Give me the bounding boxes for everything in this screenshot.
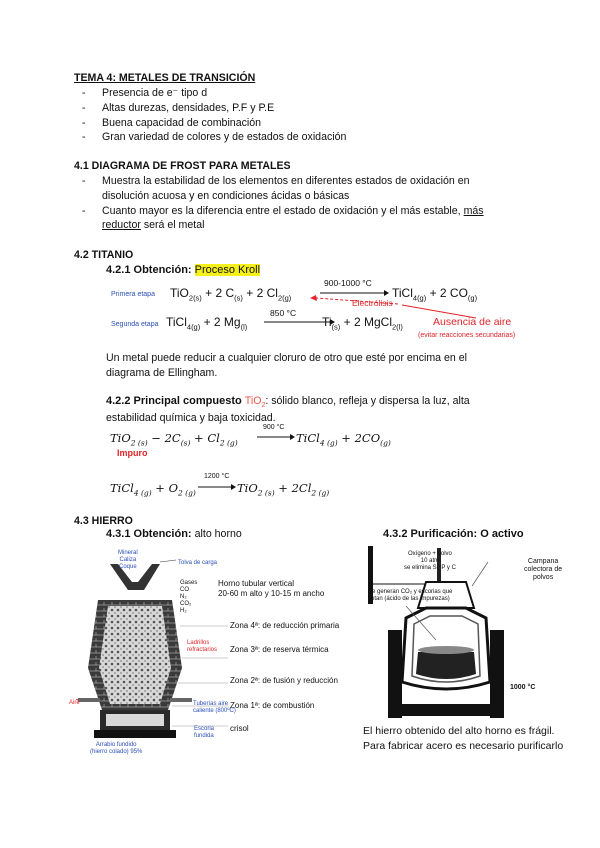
kroll-temp2: 850 °C <box>270 308 297 318</box>
frost-bullet1-line1: Muestra la estabilidad de los elementos en diferentes estados de oxidación en <box>102 175 470 187</box>
horno-gases: Gases CO N₂ CO₂ H₂ <box>180 580 198 614</box>
electrolisis-label: Electrólisis <box>352 298 393 308</box>
horno-zona3: Zona 3ª: de reserva térmica <box>230 645 329 654</box>
eq4-arrow <box>197 482 237 492</box>
eq3-left: $TiO_{2 (s)} - 2C_{(s)} + Cl_{2 (g)}$ <box>110 431 238 448</box>
frost-mas: más <box>463 204 484 217</box>
frost-bullet2-end: será el metal <box>140 219 205 232</box>
convertidor-temp: 1000 °C <box>510 684 536 691</box>
list-item <box>74 204 544 234</box>
horno-mineral: Mineral Caliza Coque <box>118 550 138 570</box>
hierro-title: 4.3 HIERRO <box>74 515 133 527</box>
horno-ladrillos: Ladrillos refractarios <box>187 640 218 653</box>
horno-tubular: Horno tubular vertical 20-60 m alto y 10-15 m ancho <box>218 579 325 599</box>
tema-title: TEMA 4: METALES DE TRANSICIÓN <box>74 72 256 84</box>
horno-escoria: Escoria fundida <box>194 726 215 739</box>
frost-bullet2-line1: Cuanto mayor es la diferencia entre el estado de oxidación y el más estable, <box>102 204 464 217</box>
frost-bullet1-line2: disolución acuosa y en condiciones ácidas o básicas <box>102 189 350 202</box>
principal-desc1: : sólido blanco, refleja y dispersa la luz, alta <box>265 395 470 407</box>
eq4-temp: 1200 °C <box>204 473 230 480</box>
horno-zona1: Zona 1ª: de combustión <box>230 701 315 710</box>
alto-horno-value: alto horno <box>194 528 242 540</box>
titanio-title: 4.2 TITANIO <box>74 249 134 261</box>
frost-title: 4.1 DIAGRAMA DE FROST PARA METALES <box>74 160 291 172</box>
principal-paragraph <box>106 394 566 426</box>
horno-aire: Aire <box>69 700 80 706</box>
horno-carga: Tolva de carga <box>178 560 218 566</box>
list-item: - Buena capacidad de combinación <box>74 116 554 131</box>
frost-reductor: reductor <box>102 219 141 232</box>
convertidor-oxigeno: Oxígeno + polvo 10 atm se elimina Si, P y C <box>404 551 456 571</box>
impuro-label: Impuro <box>117 448 148 458</box>
purificacion-heading: 4.3.2 Purificación: O activo <box>383 528 524 540</box>
kroll-highlight: Proceso Kroll <box>194 264 261 276</box>
primera-etapa-label: Primera etapa <box>111 291 155 298</box>
alto-horno-heading <box>106 527 242 542</box>
principal-formula: TiO$_2$ <box>244 395 266 410</box>
horno-zona4: Zona 4ª: de reducción primaria <box>230 621 340 630</box>
list-item: - Presencia de e⁻ tipo d <box>74 86 554 101</box>
kroll-label: 4.2.1 Obtención: <box>106 264 195 276</box>
eq4-left: TiCl$_{4 (g)}$ + $O_{2 (g)}$ <box>110 481 196 498</box>
horno-tuberias: Tuberías aire caliente (800ºC) <box>193 701 236 714</box>
horno-crisol: crisol <box>230 724 249 733</box>
segunda-etapa-label: Segunda etapa <box>111 321 159 328</box>
list-item: - Gran variedad de colores y de estados de oxidación <box>74 130 554 145</box>
horno-arrabio: Arrabio fundido (hierro colado) 95% <box>90 742 143 755</box>
evitar-reacciones: (evitar reacciones secundarias) <box>418 332 516 339</box>
convertidor-campana: Campana colectora de polvos <box>524 558 563 582</box>
alto-horno-label: 4.3.1 Obtención: <box>106 528 195 540</box>
eq3-temp: 900 °C <box>263 424 285 431</box>
convertidor-escoria: Se generan CO₂ y escorias que flotan (ácido de las impurezas) <box>368 589 453 602</box>
kroll-temp1: 900-1000 °C <box>324 278 372 288</box>
kroll-eq1-right: TiCl$_{4(g)}$ + 2 $CO_{(g)}$ <box>392 286 478 303</box>
fragil-line1: El hierro obtenido del alto horno es frágil. <box>363 725 555 737</box>
tema-bullets <box>74 86 554 145</box>
metal-line2: diagrama de Ellingham. <box>106 366 218 379</box>
fragil-line2: Para fabricar acero es necesario purificarlo <box>363 740 564 753</box>
fragil-paragraph <box>363 724 563 754</box>
frost-bullets <box>74 174 544 233</box>
kroll-eq1-left: TiO$_{2(s)}$ + 2 $C_{(s)} + 2$ $Cl_{2(g)}$ <box>170 286 292 303</box>
list-item: - Altas durezas, densidades, P.F y P.E <box>74 101 554 116</box>
kroll-heading <box>106 263 260 278</box>
kroll-eq2-right: $Ti_{(s)} + 2$ MgCl$_{2(l)}$ <box>322 315 403 332</box>
metal-paragraph <box>106 351 566 381</box>
eq3-arrow <box>256 432 296 442</box>
principal-desc2: estabilidad química y baja toxicidad. <box>106 411 276 424</box>
metal-line1: Un metal puede reducir a cualquier cloruro de otro que esté por encima en el <box>106 352 467 364</box>
kroll-eq2-left: TiCl$_{4(g)}$ + 2 $Mg_{(l)}$ <box>166 315 248 332</box>
horno-zona2: Zona 2ª: de fusión y reducción <box>230 676 338 685</box>
ausencia-aire: Ausencia de aire <box>433 316 512 328</box>
list-item <box>74 174 544 204</box>
principal-label: 4.2.2 Principal compuesto <box>106 395 245 407</box>
eq4-right: $TiO_{2 (s)} + 2Cl_{2 (g)}$ <box>237 481 330 498</box>
eq3-right: TiCl$_{4 (g)}$ + $2CO_{(g)}$ <box>296 431 391 448</box>
